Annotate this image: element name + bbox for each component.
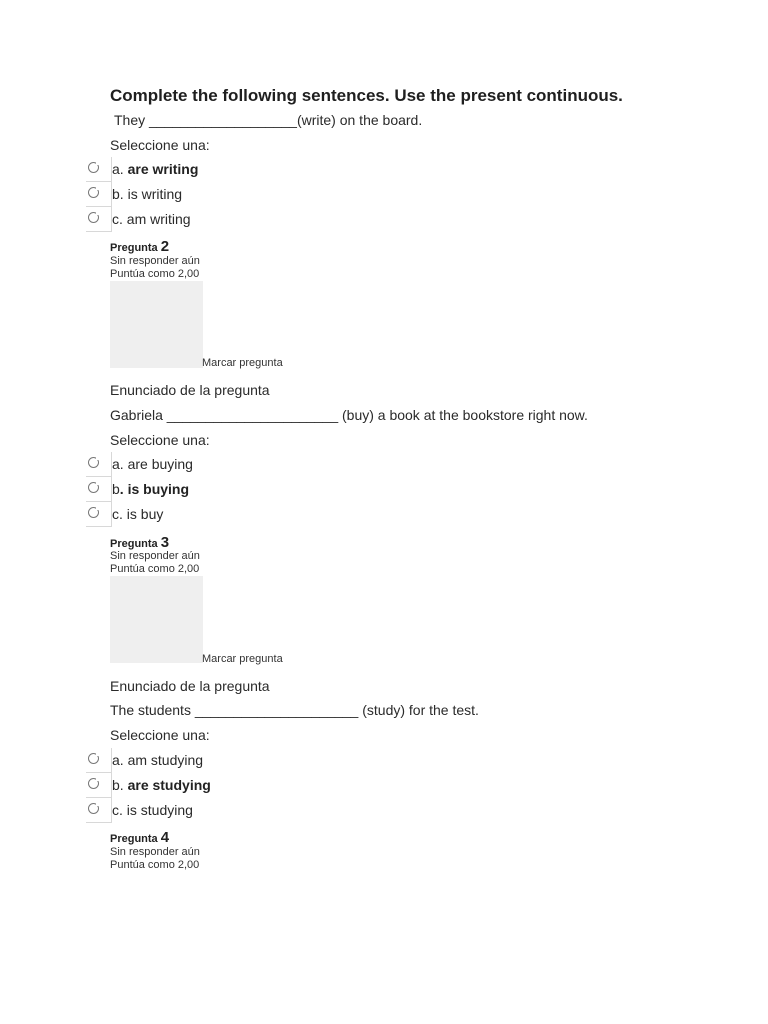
radio-icon[interactable] (88, 162, 99, 173)
q2-flag-box (110, 281, 203, 368)
q2-score: Puntúa como 2,00 (110, 268, 200, 280)
q4-pregunta-heading: Pregunta 4 (110, 829, 170, 846)
radio-icon[interactable] (88, 187, 99, 198)
q3-flag-link[interactable]: Marcar pregunta (202, 653, 283, 665)
q3-option-c[interactable] (86, 798, 586, 822)
q3-sentence: The students _____________________ (study) for the test. (110, 702, 479, 718)
option-label: c. is buy (112, 506, 164, 522)
option-label: c. am writing (112, 211, 191, 227)
radio-icon[interactable] (88, 482, 99, 493)
q1-option-a[interactable] (86, 157, 586, 181)
q2-sentence: Gabriela ______________________ (buy) a book at the bookstore right now. (110, 407, 588, 423)
q3-select-label: Seleccione una: (110, 727, 210, 743)
q3-flag-box (110, 576, 203, 663)
q3-enunciado: Enunciado de la pregunta (110, 678, 270, 694)
radio-icon[interactable] (88, 778, 99, 789)
option-label: a. am studying (112, 752, 204, 768)
radio-icon[interactable] (88, 507, 99, 518)
option-label: b. are studying (112, 777, 211, 793)
q3-status: Sin responder aún (110, 550, 200, 562)
q3-option-a[interactable] (86, 748, 586, 772)
q3-pregunta-heading: Pregunta 3 (110, 534, 170, 551)
q1-option-b[interactable] (86, 182, 586, 206)
q4-score: Puntúa como 2,00 (110, 859, 200, 871)
q2-status: Sin responder aún (110, 255, 200, 267)
q1-sentence: They ___________________(write) on the board. (114, 112, 423, 128)
option-label: a. are buying (112, 456, 193, 472)
q1-select-label: Seleccione una: (110, 137, 210, 153)
option-label: a. are writing (112, 161, 199, 177)
option-label: b. is buying (112, 481, 190, 497)
q4-status: Sin responder aún (110, 846, 200, 858)
q2-enunciado: Enunciado de la pregunta (110, 382, 270, 398)
q1-option-c[interactable] (86, 207, 586, 231)
q3-option-b[interactable] (86, 773, 586, 797)
q2-option-a[interactable] (86, 452, 586, 476)
q2-pregunta-heading: Pregunta 2 (110, 238, 170, 255)
radio-icon[interactable] (88, 753, 99, 764)
q3-score: Puntúa como 2,00 (110, 563, 200, 575)
q2-flag-link[interactable]: Marcar pregunta (202, 357, 283, 369)
radio-icon[interactable] (88, 212, 99, 223)
option-label: c. is studying (112, 802, 193, 818)
radio-icon[interactable] (88, 803, 99, 814)
q2-option-c[interactable] (86, 502, 586, 526)
q2-option-b[interactable] (86, 477, 586, 501)
radio-icon[interactable] (88, 457, 99, 468)
option-label: b. is writing (112, 186, 183, 202)
page-title: Complete the following sentences. Use the present continuous. (110, 86, 623, 105)
q2-select-label: Seleccione una: (110, 432, 210, 448)
